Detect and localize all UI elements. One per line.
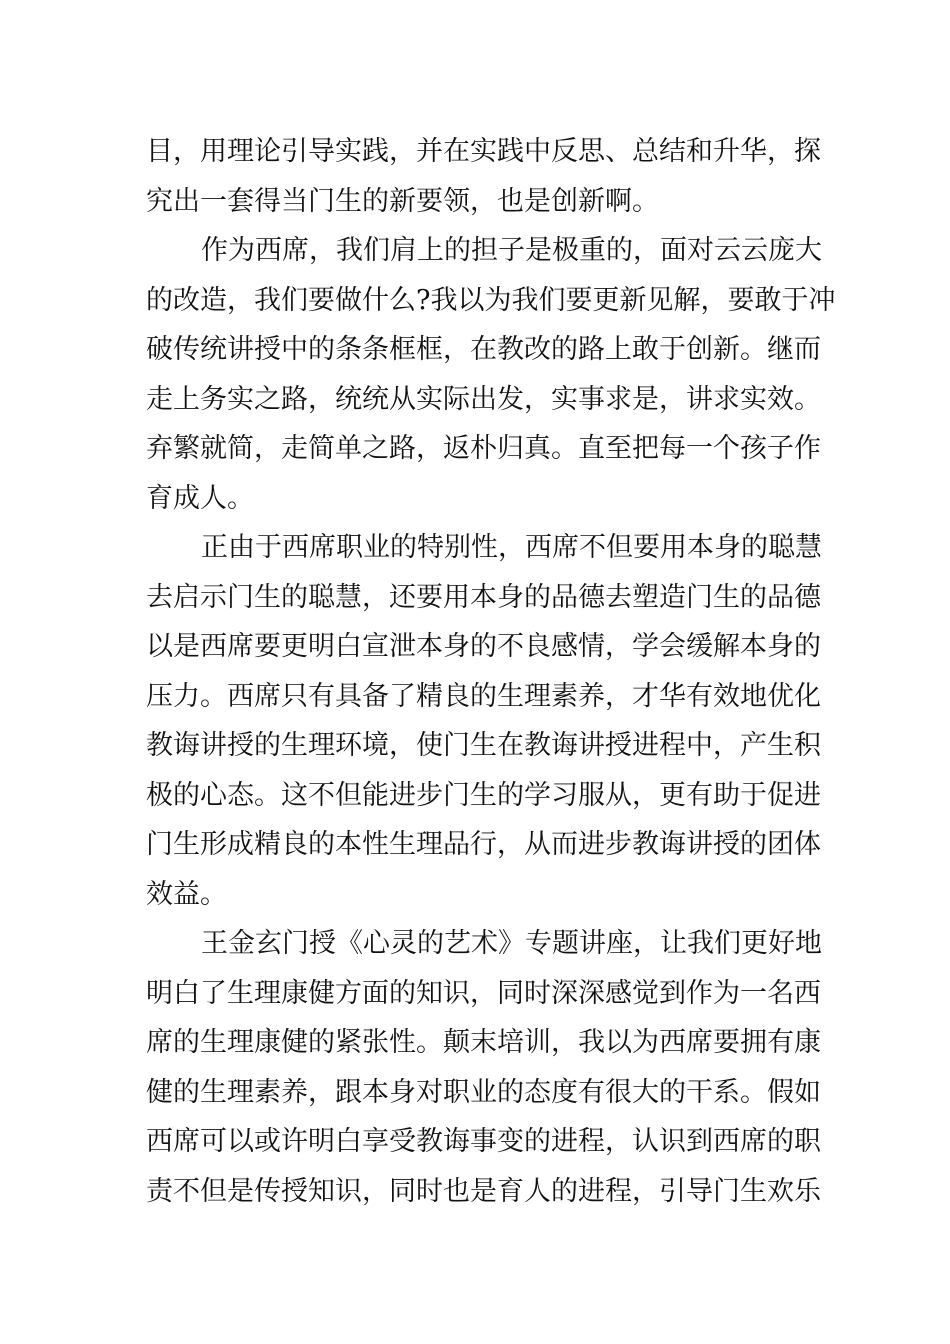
text-line: 破传统讲授中的条条框框，在教改的路上敢于创新。继而	[146, 334, 821, 365]
paragraph-2	[146, 226, 836, 523]
paragraph-4	[146, 919, 822, 1216]
text-line: 效益。	[146, 878, 227, 910]
text-line: 责不但是传授知识，同时也是育人的进程，引导门生欢乐	[146, 1175, 821, 1207]
text-line: 王金玄门授《心灵的艺术》专题讲座，让我们更好地	[201, 928, 822, 959]
text-line: 席的生理康健的紧张性。颠末培训，我以为西席要拥有康	[146, 1027, 821, 1058]
text-line: 去启示门生的聪慧，还要用本身的品德去塑造门生的品德	[146, 581, 821, 613]
paragraph-3	[146, 523, 822, 919]
text-line: 走上务实之路，统统从实际出发，实事求是，讲求实效。	[146, 383, 821, 415]
text-line: 正由于西席职业的特别性，西席不但要用本身的聪慧	[201, 532, 822, 563]
text-line: 明白了生理康健方面的知识，同时深深感觉到作为一名西	[146, 977, 821, 1009]
text-line: 极的心态。这不但能进步门生的学习服从，更有助于促进	[146, 779, 821, 811]
document-body	[146, 127, 836, 1216]
text-line: 以是西席要更明白宣泄本身的不良感情，学会缓解本身的	[146, 631, 821, 662]
text-line: 的改造，我们要做什么?我以为我们要更新见解，要敢于冲	[146, 284, 836, 316]
text-line: 究出一套得当门生的新要领，也是创新啊。	[146, 185, 659, 217]
text-line: 教诲讲授的生理环境，使门生在教诲讲授进程中，产生积	[146, 730, 821, 761]
text-line: 健的生理素养，跟本身对职业的态度有很大的干系。假如	[146, 1076, 821, 1108]
text-line: 育成人。	[146, 482, 254, 514]
text-line: 门生形成精良的本性生理品行，从而进步教诲讲授的团体	[146, 829, 821, 860]
paragraph-1	[146, 127, 821, 226]
text-line: 弃繁就简，走简单之路，返朴归真。直至把每一个孩子作	[146, 433, 821, 464]
text-line: 压力。西席只有具备了精良的生理素养，才华有效地优化	[146, 680, 821, 712]
text-line: 目，用理论引导实践，并在实践中反思、总结和升华，探	[146, 136, 821, 167]
text-line: 西席可以或许明白享受教诲事变的进程，认识到西席的职	[146, 1126, 821, 1157]
text-line: 作为西席，我们肩上的担子是极重的，面对云云庞大	[201, 235, 822, 266]
